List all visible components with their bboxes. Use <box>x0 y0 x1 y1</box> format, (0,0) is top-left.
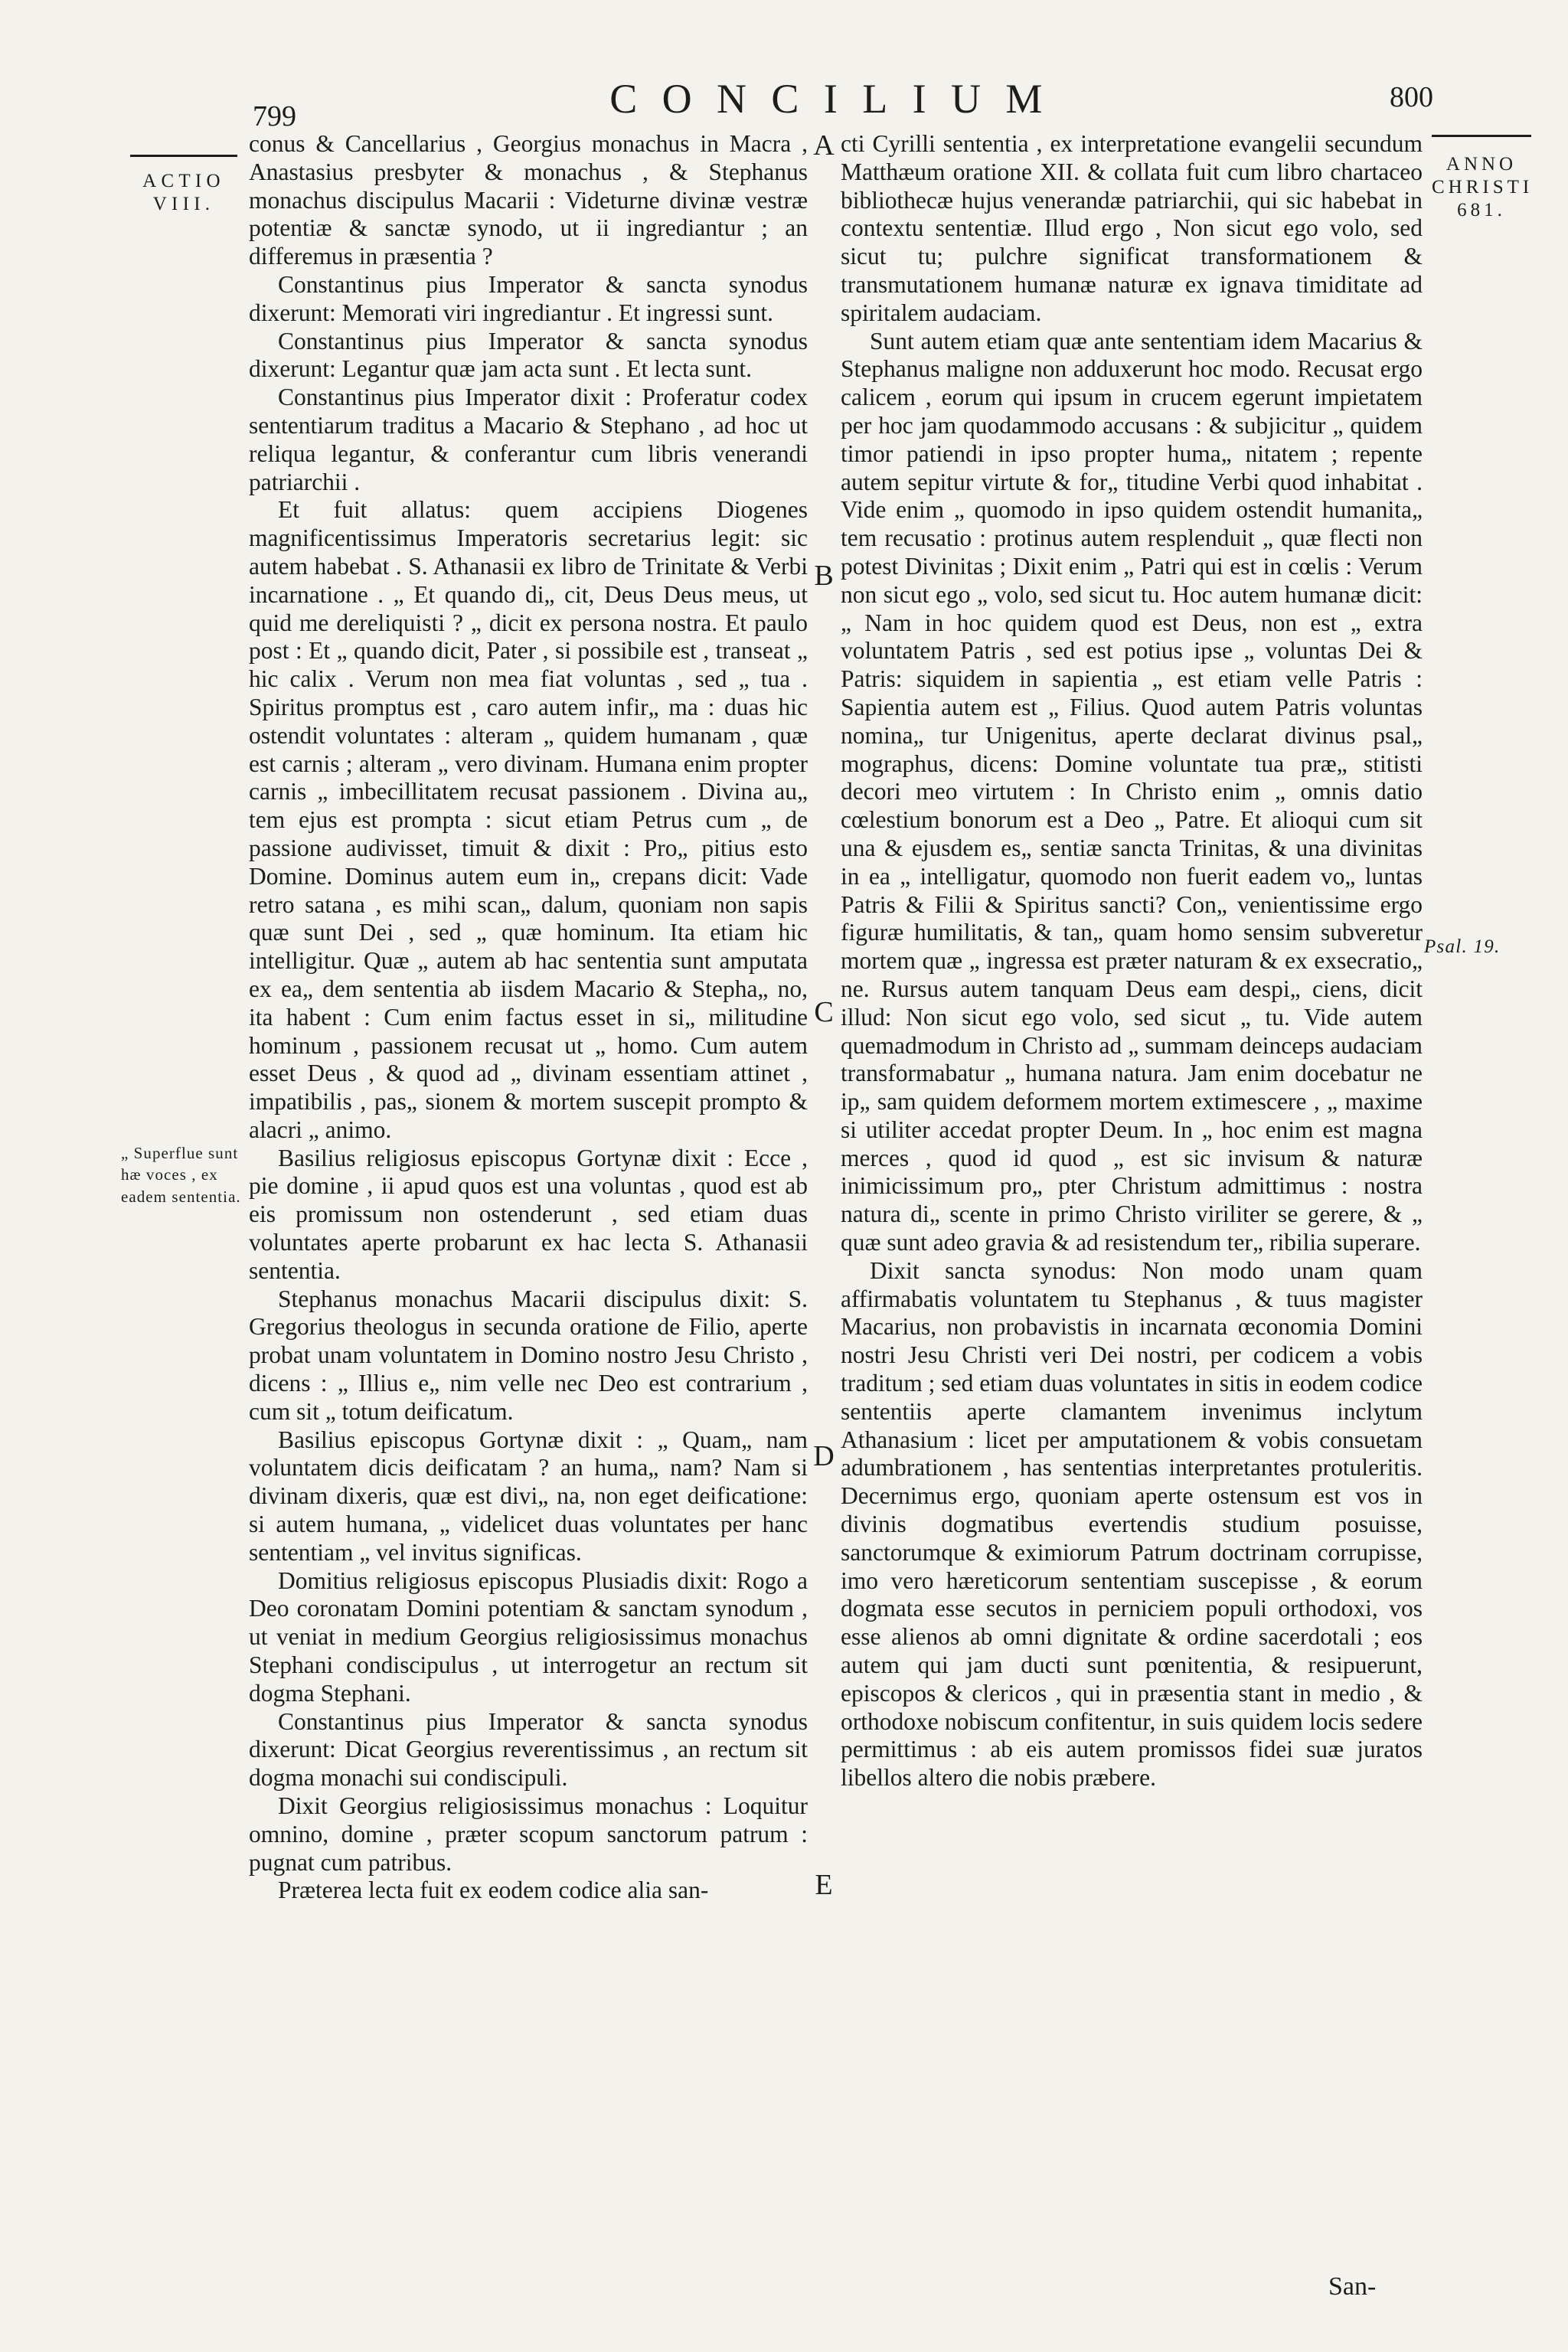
margin-psalm-reference: Psal. 19. <box>1424 936 1501 957</box>
paragraph: Et fuit allatus: quem accipiens Diogenes magnificentissimus Imperatoris secretarius legit: sic autem habebat . S. Athanasii ex libro de Trinitate & Verbi incarnatione . „ Et quando di„ cit, Deus Deus meus, ut quid me dereliquisti ? „ dicit ex persona nostra. Et paulo post : Et „ quando dicit, Pater , si possibile est , transeat „ hic calix . Verum non mea fiat voluntas , sed „ tua . Spiritus promptus est , caro autem infir„ ma : duas hic ostendit voluntates : alteram „ quidem humanam , quæ est carnis ; alteram „ vero divinam. Humana enim propter carnis „ imbecillitatem recusat passionem . Divina au„ tem ejus est prompta : sicut etiam Petrus cum „ de passione audivisset, timuit & dixit : Pro„ pitius esto Domine. Dominus autem eum in„ crepans dicit: Vade retro satana , es mihi scan„ dalum, quoniam non sapis quæ sunt Dei , sed „ quæ hominum. Ita etiam hic intelligitur. Quæ „ autem ab hac sententia sunt amputata ex ea„ dem sententia ab iisdem Macario & Stepha„ no, ita habent : Cum enim factus esset in si„ militudine hominum , passionem recusat ut „ homo. Cum autem esset Deus , & quod ad „ divinam essentiam attinet , impatibilis , pas„ sionem & mortem suscepit prompto & alacri „ animo. <box>249 496 808 1143</box>
paragraph: Sunt autem etiam quæ ante sententiam idem Macarius & Stephanus maligne non adduxerunt hoc modo. Recusat ergo calicem , eorum qui ipsum in crucem egerunt impietatem per hoc jam quodammodo accusans : & subjicitur „ quidem timor patiendi in ipso propter huma„ nitatem ; repente autem sepitur virtute & for„ titudine Verbi quod inhabitat . Vide enim „ quomodo in ipso quidem ostendit humanita„ tem recusatio : protinus autem resplenduit „ quæ flecti non potest Divinitas ; Dixit enim „ Patri qui est in cœlis : Verum non sicut ego „ volo, sed sicut tu. Hoc autem humanæ dicit: „ Nam in hoc quidem quod est Deus, non est „ extra voluntatem Patris , sed est potius ipse „ voluntas Dei & Patris: siquidem in sapientia „ est etiam velle Patris : Sapientia autem est „ Filius. Quod autem Patris voluntas nomina„ tur Unigenitus, aperte declarat divinus psal„ mographus, dicens: Domine voluntate tua præ„ stitisti decori meo virtutem : In Christo enim „ omnis datio cœlestium bonorum est a Deo „ Patre. Et alioqui cum sit una & ejusdem es„ sentiæ sancta Trinitas, & una divinitas in ea „ intelligatur, quomodo non fuerit eadem vo„ luntas Patris & Filii & Spiritus sancti? Con„ venientissime ergo figuræ humilitatis, & tan„ quam homo sensim subveretur mortem quæ „ ingressa est præter naturam & ex exsecratio„ ne. Rursus autem tanquam Deus eam despi„ ciens, dicit illud: Non sicut ego volo, sed sicut „ tu. Vide autem quemadmodum in Christo ad „ summam deinceps audaciam transformabatur „ humana natura. Jam enim docebatur ne ip„ sam quidem deformem mortem extimescere , „ maxime si utiliter accedat propter Deum. In „ hoc enim est magna merces , quod id quod „ est sic invisum & naturæ inimicissimum pro„ pter Christum admittimus : nostra natura di„ scente in primo Christo viriliter se gerere, & „ quæ sunt adeo gravia & ad resistendum ter„ ribilia superare. <box>841 327 1423 1256</box>
paragraph: Basilius religiosus episcopus Gortynæ dixit : Ecce , pie domine , ii apud quos est una voluntas , quod est ab eis promissum non ostenderunt , sed etiam duas voluntates aperte probarunt ex hac lecta S. Athanasii sententia. <box>249 1144 808 1284</box>
paragraph: Constantinus pius Imperator & sancta synodus dixerunt: Dicat Georgius reverentissimus , an rectum sit dogma monachi sui condiscipuli. <box>249 1707 808 1792</box>
paragraph: Dixit sancta synodus: Non modo unam quam affirmabatis voluntatem tu Stephanus , & tuus magister Macarius, non probavistis in incarnata œconomia Domini nostri Jesu Christi veri Dei nostri, per codicem a vobis traditum ; sed etiam duas voluntates in sitis in eodem codice sententiis aperte clamantem invenimus inclytum Athanasium : licet per amputationem & vobis consuetam adumbrationem , has sententias interpretantes protuleritis. Decernimus ergo, quoniam aperte ostensum est vos in divinis dogmatibus evertendis studium posuisse, sanctorumque & eximiorum Patrum doctrinam corrupisse, imo vero hæreticorum sententiam suscepisse , & eorum dogmata esse secutos in perniciem populi orthodoxi, vos esse alienos ab omni dignitate & ordine sacerdotali ; eos autem qui jam ducti sunt pœnitentia, & resipuerunt, episcopos & clericos , qui in præsentia stant in medio , & orthodoxe nobiscum confitentur, in suis quidem locis sedere permittimus : ab eis autem promissos fidei suæ juratos libellos altero die nobis præbere. <box>841 1256 1423 1792</box>
margin-sidenote: „ Superflue sunt hæ voces , ex eadem sententia. <box>121 1144 241 1206</box>
paragraph: Constantinus pius Imperator & sancta synodus dixerunt: Legantur quæ jam acta sunt . Et lecta sunt. <box>249 327 808 383</box>
section-marker-a: A <box>813 129 835 162</box>
section-marker-d: D <box>813 1440 835 1472</box>
paragraph: Basilius episcopus Gortynæ dixit : „ Quam„ nam voluntatem dicis deificatam ? an huma„ nam? Nam si divinam dixeris, quæ est divi„ na, non eget deificatione: si autem humana, „ videlicet duas voluntates per hanc sententiam „ vel invitus significas. <box>249 1426 808 1566</box>
paragraph: Domitius religiosus episcopus Plusiadis dixit: Rogo a Deo coronatam Domini potentiam & sanctam synodum , ut veniat in medium Georgius religiosissimus monachus Stephani condiscipulus , ut interrogetur an rectum sit dogma Stephani. <box>249 1566 808 1707</box>
margin-anno: ANNO CHRISTI 681. <box>1432 154 1534 220</box>
section-marker-b: B <box>814 560 834 592</box>
page-number-right: 800 <box>1390 81 1433 113</box>
paragraph: Constantinus pius Imperator dixit : Proferatur codex sententiarum traditus a Macario & Stephano , ad hoc ut reliqua legantur, & conferantur cum libris venerandi patriarchii . <box>249 384 808 495</box>
section-marker-e: E <box>815 1869 833 1901</box>
header-rule-left <box>130 155 237 157</box>
right-text-column <box>841 130 1423 1792</box>
section-marker-c: C <box>814 996 834 1028</box>
paragraph: conus & Cancellarius , Georgius monachus in Macra , Anastasius presbyter & monachus , & Stephanus monachus discipulus Macarii : Videturne divinæ vestræ potentiæ & sanctæ synodo, ut ii ingrediantur ; an differemus in præsentia ? <box>249 130 808 270</box>
paragraph: Præterea lecta fuit ex eodem codice alia san- <box>278 1877 709 1904</box>
catchword: San- <box>1328 2272 1377 2301</box>
left-text-column <box>249 130 808 1905</box>
page-title: CONCILIUM <box>609 76 1067 122</box>
page-number-left: 799 <box>253 100 296 132</box>
paragraph: cti Cyrilli sententia , ex interpretatione evangelii secundum Matthæum oratione XII. & collata fuit cum libro chartaceo bibliothecæ hujus venerandæ patriarchii, qui sic habebat in contextu sententiæ. Illud ergo , Non sicut ego volo, sed sicut tu; pulchre significat transformationem & transmutationem humanæ naturæ ex ignava timiditate ad spiritalem audaciam. <box>841 130 1423 326</box>
paragraph: Constantinus pius Imperator & sancta synodus dixerunt: Memorati viri ingrediantur . Et ingressi sunt. <box>249 270 808 326</box>
margin-actio: ACTIO VIII. <box>142 171 225 214</box>
header-rule-right <box>1432 135 1531 137</box>
paragraph: Stephanus monachus Macarii discipulus dixit: S. Gregorius theologus in secunda oratione de Filio, aperte probat unam voluntatem in Domino nostro Jesu Christo , dicens : „ Illius e„ nim velle nec Deo est contrarium , cum sit „ totum deificatum. <box>249 1285 808 1425</box>
paragraph: Dixit Georgius religiosissimus monachus : Loquitur omnino, domine , præter scopum sanctorum patrum : pugnat cum patribus. <box>249 1792 808 1876</box>
